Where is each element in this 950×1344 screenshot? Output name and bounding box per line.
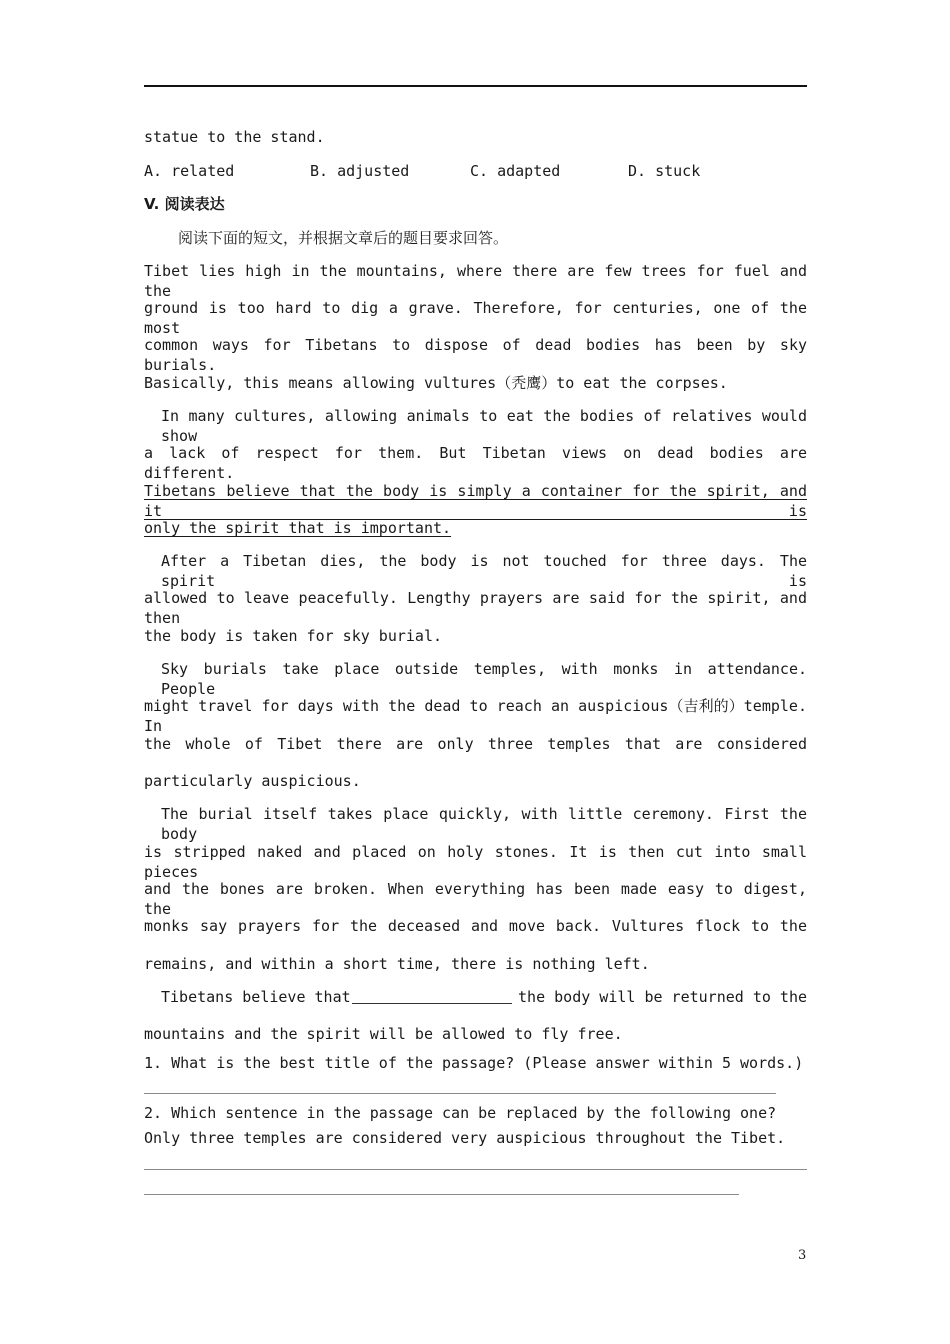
passage-line: particularly auspicious. [144,772,361,790]
option-d: D. stuck [628,162,701,180]
question-2: 2. Which sentence in the passage can be replaced by the following one? [144,1104,777,1122]
answer-line-q1[interactable] [144,1093,776,1094]
question-2-sentence: Only three temples are considered very auspicious throughout the Tibet. [144,1129,786,1147]
page-number: 3 [798,1248,807,1263]
header-rule [144,85,807,87]
passage-line: mountains and the spirit will be allowed to fly free. [144,1025,623,1043]
passage-line: the whole of Tibet there are only three temples that are considered [144,735,807,753]
underlined-sentence: Tibetans believe that the body is simply a container for the spirit, and it is [144,482,807,520]
option-c: C. adapted [470,162,561,180]
section-heading: V. 阅读表达 [144,195,225,213]
passage-line: In many cultures, allowing animals to eat the bodies of relatives would show [161,407,807,445]
answer-line-q2-continued[interactable] [144,1194,739,1195]
question-stem-tail: statue to the stand. [144,128,325,146]
passage-line: might travel for days with the dead to reach an auspicious（吉利的）temple. In [144,697,807,735]
passage-line: a lack of respect for them. But Tibetan views on dead bodies are different. [144,444,807,482]
option-b: B. adjusted [310,162,410,180]
section-instruction: 阅读下面的短文，并根据文章后的题目要求回答。 [178,229,509,247]
passage-line: Basically, this means allowing vultures（秃鹰）to eat the corpses. [144,374,728,392]
option-a: A. related [144,162,235,180]
answer-line-q2[interactable] [144,1169,807,1170]
passage-line: Sky burials take place outside temples, with monks in attendance. People [161,660,807,698]
passage-line: ground is too hard to dig a grave. Therefore, for centuries, one of the most [144,299,807,337]
passage-line: After a Tibetan dies, the body is not touched for three days. The spirit is [161,552,807,590]
passage-line: common ways for Tibetans to dispose of dead bodies has been by sky burials. [144,336,807,374]
blank-sentence-end: the body will be returned to the [518,988,807,1006]
fill-in-blank[interactable] [352,989,512,1004]
passage-line: The burial itself takes place quickly, with little ceremony. First the body [161,805,807,843]
passage-line: and the bones are broken. When everything has been made easy to digest, the [144,880,807,918]
passage-line: is stripped naked and placed on holy stones. It is then cut into small pieces [144,843,807,881]
passage-line: allowed to leave peacefully. Lengthy prayers are said for the spirit, and then [144,589,807,627]
passage-line: Tibet lies high in the mountains, where there are few trees for fuel and the [144,262,807,300]
underlined-sentence: only the spirit that is important. [144,519,452,537]
passage-line: remains, and within a short time, there is nothing left. [144,955,650,973]
blank-sentence-start: Tibetans believe that [161,988,351,1006]
passage-line: monks say prayers for the deceased and move back. Vultures flock to the [144,917,807,935]
passage-line: the body is taken for sky burial. [144,627,443,645]
question-1: 1. What is the best title of the passage? (Please answer within 5 words.) [144,1054,804,1072]
